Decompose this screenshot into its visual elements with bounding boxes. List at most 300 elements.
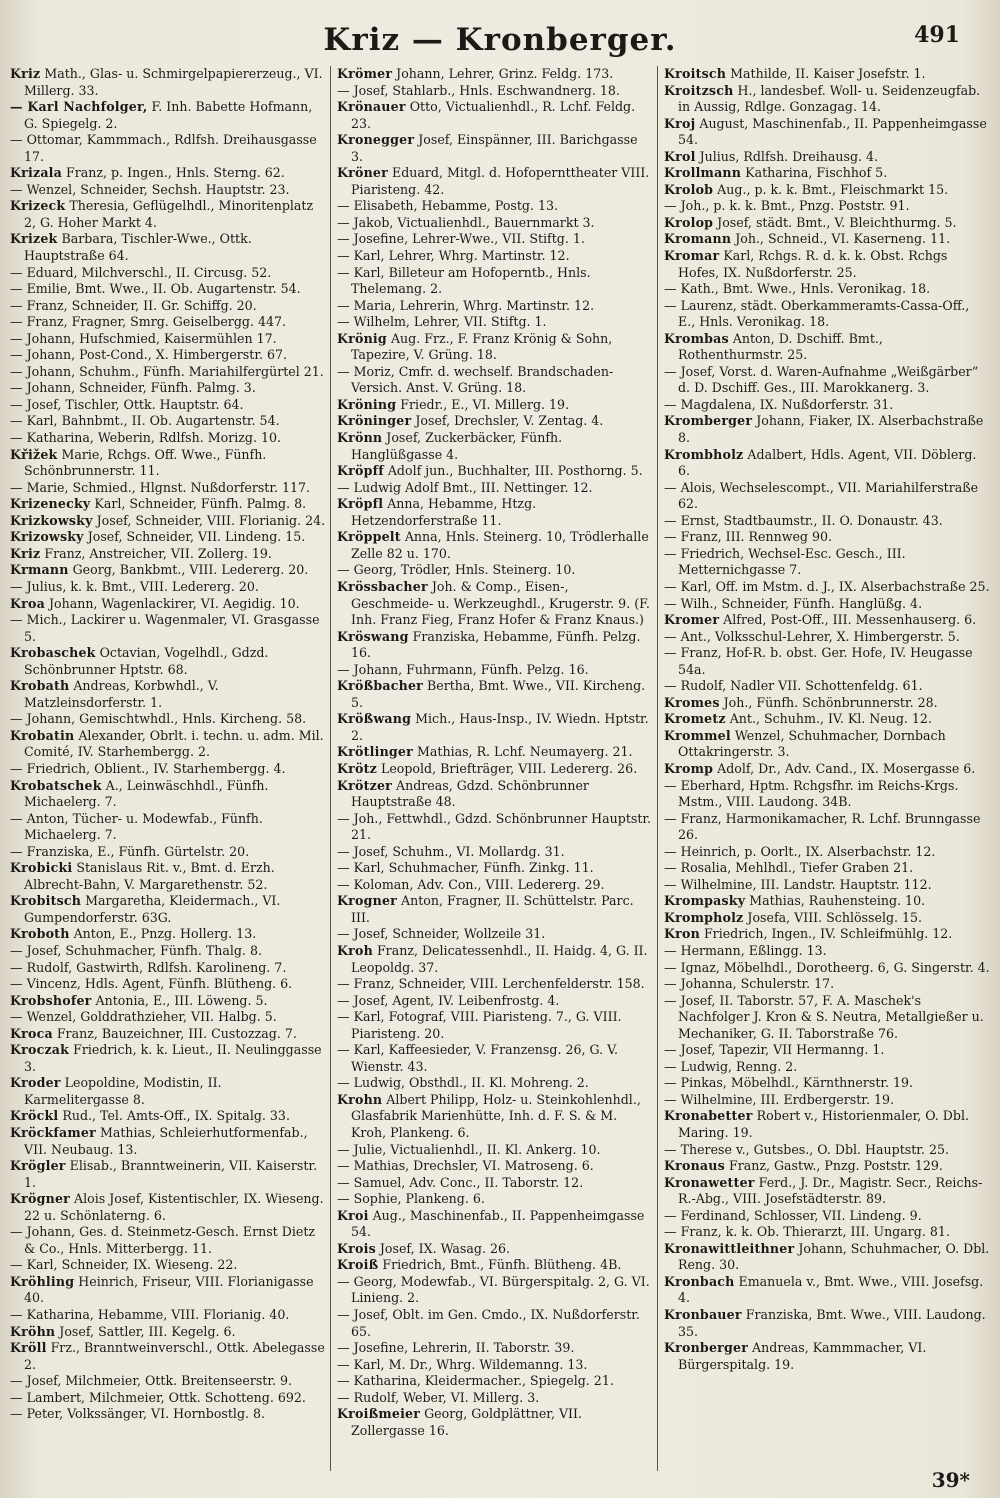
entry-details: — Wilhelmine, III. Erdbergerstr. 19. — [664, 1091, 894, 1107]
entry-surname: Krompasky — [664, 893, 746, 909]
directory-entry — [337, 165, 653, 198]
entry-details: Rud., Tel. Amts-Off., IX. Spitalg. 33. — [58, 1108, 290, 1124]
directory-entry — [664, 546, 990, 579]
directory-entry — [337, 1257, 653, 1274]
directory-entry — [10, 811, 326, 844]
directory-entry — [10, 529, 326, 546]
entry-details: — Julius, k. k. Bmt., VIII. Ledererg. 20. — [10, 578, 259, 594]
directory-entry — [10, 960, 326, 977]
directory-entry — [10, 66, 326, 99]
entry-surname: Kriz — [10, 66, 41, 81]
directory-entry — [664, 778, 990, 811]
directory-entry — [664, 66, 990, 83]
directory-entry — [664, 165, 990, 182]
entry-surname: Kronabetter — [664, 1108, 753, 1124]
entry-surname: Krombas — [664, 330, 729, 346]
entry-details: Antonia, E., III. Löweng. 5. — [91, 992, 268, 1008]
entry-surname: Kroi — [337, 1207, 369, 1223]
directory-entry — [337, 331, 653, 364]
entry-details: Adolf, Dr., Adv. Cand., IX. Mosergasse 6. — [713, 760, 976, 776]
directory-entry — [10, 1390, 326, 1407]
directory-entry — [664, 860, 990, 877]
directory-entry — [337, 198, 653, 215]
directory-entry — [337, 413, 653, 430]
directory-entry — [10, 1125, 326, 1158]
directory-entry — [664, 1042, 990, 1059]
directory-entry — [337, 1191, 653, 1208]
entry-details: — Ludwig Adolf Bmt., III. Nettinger. 12. — [337, 479, 593, 495]
entry-details: Franz, Gastw., Pnzg. Poststr. 129. — [724, 1158, 943, 1174]
entry-surname: Krönig — [337, 330, 387, 346]
entry-details: — Eberhard, Hptm. Rchgsfhr. im Reichs-Krgs. Mstm., VIII. Laudong. 34B. — [664, 777, 959, 810]
directory-entry — [337, 1406, 653, 1439]
entry-surname: Kroder — [10, 1075, 61, 1091]
entry-details: Wenzel, Schuhmacher, Dornbach Ottakringerstr. 3. — [678, 727, 946, 760]
entry-details: — Marie, Schmied., Hlgnst. Nußdorferstr. 117. — [10, 479, 311, 495]
directory-entry — [10, 1191, 326, 1224]
directory-entry — [10, 397, 326, 414]
entry-details: — Jakob, Victualienhdl., Bauernmarkt 3. — [337, 214, 595, 230]
entry-details: — Rosalia, Mehlhdl., Tiefer Graben 21. — [664, 860, 914, 876]
entry-details: August, Maschinenfab., II. Pappenheimgasse 54. — [678, 115, 987, 148]
entry-details: — Karl, Lehrer, Whrg. Martinstr. 12. — [337, 248, 570, 264]
directory-entry — [10, 496, 326, 513]
entry-details: Johann, Fiaker, IX. Alserbachstraße 8. — [678, 413, 984, 446]
directory-entry — [664, 364, 990, 397]
entry-details: Albert Philipp, Holz- u. Steinkohlenhdl., Glasfabrik Marienhütte, Inh. d. F. S. & M. Kroh, Plankeng. 6. — [351, 1091, 641, 1140]
directory-entry — [337, 215, 653, 232]
directory-entry — [10, 1257, 326, 1274]
directory-entry — [10, 364, 326, 381]
entry-details: Franz, p. Ingen., Hnls. Sterng. 62. — [62, 165, 285, 181]
entry-surname: Kronberger — [664, 1340, 749, 1356]
entry-details: Stanislaus Rit. v., Bmt. d. Erzh. Albrecht-Bahn, V. Margarethenstr. 52. — [24, 860, 275, 892]
directory-entry — [664, 877, 990, 894]
column-2 — [331, 66, 658, 1471]
entry-details: Franz, Bauzeichner, III. Custozzag. 7. — [52, 1025, 297, 1041]
entry-details: F. Inh. Babette Hofmann, G. Spiegelg. 2. — [24, 99, 313, 131]
entry-surname: Kröhn — [10, 1323, 56, 1339]
entry-surname: Kromes — [664, 694, 720, 710]
directory-entry — [664, 695, 990, 712]
entry-details: Johann, Lehrer, Grinz. Feldg. 173. — [392, 66, 614, 81]
directory-entry — [664, 1307, 990, 1340]
entry-details: — Mathias, Drechsler, VI. Matroseng. 6. — [337, 1158, 594, 1174]
entry-details: Anton, Fragner, II. Schüttelstr. Parc. III. — [351, 893, 634, 925]
directory-entry — [664, 198, 990, 215]
entry-details: Johann, Schuhmacher, O. Dbl. Reng. 30. — [678, 1240, 990, 1273]
directory-entry — [10, 678, 326, 711]
entry-details: — Anton, Tücher- u. Modewfab., Fünfh. Michaelerg. 7. — [10, 810, 263, 843]
entry-details: — Ferdinand, Schlosser, VII. Lindeng. 9. — [664, 1207, 922, 1223]
entry-details: Georg, Goldplättner, VII. Zollergasse 16. — [351, 1406, 583, 1438]
entry-surname: Krizeck — [10, 198, 66, 214]
entry-surname: Krögner — [10, 1191, 70, 1207]
entry-details: — Karl, M. Dr., Whrg. Wildemanng. 13. — [337, 1356, 588, 1372]
entry-details: Friedrich, k. k. Lieut., II. Neulinggasse 3. — [24, 1042, 322, 1074]
entry-details: — Eduard, Milchverschl., II. Circusg. 52. — [10, 264, 272, 280]
entry-details: — Rudolf, Gastwirth, Rdlfsh. Karolineng. 7. — [10, 959, 287, 975]
entry-details: — Heinrich, p. Oorlt., IX. Alserbachstr. 12. — [664, 843, 936, 859]
directory-entry — [337, 298, 653, 315]
entry-details: Ant., Schuhm., IV. Kl. Neug. 12. — [725, 711, 932, 727]
entry-surname: Kronbauer — [664, 1307, 742, 1323]
column-3 — [658, 66, 994, 1471]
directory-entry — [337, 231, 653, 248]
directory-entry — [10, 860, 326, 893]
entry-details: A., Leinwäschhdl., Fünfh. Michaelerg. 7. — [24, 777, 269, 810]
directory-entry — [664, 1340, 990, 1373]
entry-details: — Mich., Lackirer u. Wagenmaler, VI. Grasgasse 5. — [10, 612, 320, 644]
entry-details: — Johanna, Schulerstr. 17. — [664, 976, 835, 992]
entry-details: Elisab., Branntweinerin, VII. Kaiserstr. 1. — [24, 1158, 318, 1190]
entry-surname: Krobaschek — [10, 645, 96, 661]
entry-surname: Krogner — [337, 893, 397, 909]
directory-entry — [337, 364, 653, 397]
directory-entry — [10, 1406, 326, 1423]
entry-details: — Franz, Schneider, II. Gr. Schiffg. 20. — [10, 297, 257, 313]
directory-entry — [664, 711, 990, 728]
directory-entry — [10, 1026, 326, 1043]
entry-details: — Ludwig, Renng. 2. — [664, 1058, 798, 1074]
directory-entry — [10, 347, 326, 364]
directory-entry — [337, 976, 653, 993]
entry-details: — Alois, Wechselescompt., VII. Mariahilferstraße 62. — [664, 479, 979, 512]
entry-surname: Krötz — [337, 760, 377, 776]
entry-surname: Krobicki — [10, 860, 73, 876]
directory-entry — [10, 993, 326, 1010]
entry-details: — Katharina, Weberin, Rdlfsh. Morizg. 10. — [10, 430, 281, 446]
entry-details: Alexander, Obrlt. i. techn. u. adm. Mil. Comité, IV. Starhembergg. 2. — [24, 727, 324, 760]
entry-details: Octavian, Vogelhdl., Gdzd. Schönbrunner Hptstr. 68. — [24, 645, 269, 677]
entry-surname: Kröninger — [337, 413, 412, 429]
entry-details: — Josef, Schuhm., VI. Mollardg. 31. — [337, 843, 565, 859]
entry-details: — Johann, Fuhrmann, Fünfh. Pelzg. 16. — [337, 661, 589, 677]
directory-entry — [664, 761, 990, 778]
entry-surname: Krönauer — [337, 99, 406, 115]
entry-surname: Kriz — [10, 545, 41, 561]
directory-entry — [337, 1241, 653, 1258]
entry-details: Otto, Victualienhdl., R. Lchf. Feldg. 23. — [351, 99, 636, 131]
entry-details: — Wenzel, Golddrathzieher, VII. Halbg. 5. — [10, 1009, 277, 1025]
entry-details: — Franz, k. k. Ob. Thierarzt, III. Ungarg. 81. — [664, 1224, 950, 1240]
directory-entry — [664, 1274, 990, 1307]
directory-entry — [664, 116, 990, 149]
entry-surname: Kröckfamer — [10, 1125, 96, 1140]
directory-entry — [337, 1340, 653, 1357]
entry-details: — Sophie, Plankeng. 6. — [337, 1191, 485, 1207]
entry-details: — Georg, Trödler, Hnls. Steinerg. 10. — [337, 562, 576, 578]
directory-entry — [664, 1224, 990, 1241]
directory-entry — [337, 877, 653, 894]
entry-surname: Krolob — [664, 181, 714, 197]
entry-details: Andreas, Kammmacher, VI. Bürgerspitalg. 19. — [678, 1340, 927, 1372]
directory-entry — [10, 430, 326, 447]
directory-entry — [10, 844, 326, 861]
directory-entry — [337, 662, 653, 679]
directory-entry — [337, 1158, 653, 1175]
directory-entry — [337, 811, 653, 844]
directory-entry — [664, 1208, 990, 1225]
entry-details: — Josef, Vorst. d. Waren-Aufnahme „Weißgärber“ d. D. Dschiff. Ges., III. Marokkanerg. 3. — [664, 363, 979, 396]
entry-details: — Johann, Ges. d. Steinmetz-Gesch. Ernst Dietz & Co., Hnls. Mitterbergg. 11. — [10, 1224, 316, 1256]
entry-surname: Kröner — [337, 165, 388, 181]
directory-entry — [10, 281, 326, 298]
entry-details: Aug., Maschinenfab., II. Pappenheimgasse 54. — [351, 1207, 645, 1240]
directory-entry — [664, 248, 990, 281]
directory-entry — [337, 926, 653, 943]
entry-surname: Krötlinger — [337, 744, 413, 760]
entry-surname: Kroa — [10, 595, 45, 611]
entry-surname: Kroboth — [10, 926, 70, 942]
directory-entry — [664, 728, 990, 761]
entry-surname: Krmann — [10, 562, 69, 578]
entry-details: Margaretha, Kleidermach., VI. Gumpendorferstr. 63G. — [24, 893, 281, 925]
entry-surname: Kroitsch — [664, 66, 727, 81]
entry-details: Mathilde, II. Kaiser Josefstr. 1. — [726, 66, 926, 81]
directory-entry — [337, 579, 653, 629]
directory-entry — [337, 893, 653, 926]
directory-entry — [10, 298, 326, 315]
directory-entry — [337, 430, 653, 463]
entry-details: — Katharina, Hebamme, VIII. Florianig. 40. — [10, 1307, 290, 1323]
entry-details: Friedr., E., VI. Millerg. 19. — [396, 396, 570, 412]
entry-surname: Kromberger — [664, 413, 753, 429]
directory-entry — [10, 380, 326, 397]
entry-details: — Friedrich, Wechsel-Esc. Gesch., III. Metternichgasse 7. — [664, 545, 906, 578]
directory-entry — [664, 579, 990, 596]
entry-surname: Krombholz — [664, 446, 744, 462]
directory-entry — [337, 1357, 653, 1374]
entry-surname: — Karl Nachfolger, — [10, 99, 148, 115]
directory-entry — [664, 149, 990, 166]
entry-surname: Krohn — [337, 1091, 383, 1107]
directory-entry — [337, 943, 653, 976]
entry-details: Alfred, Post-Off., III. Messenhauserg. 6. — [719, 612, 977, 628]
directory-entry — [10, 546, 326, 563]
directory-entry — [337, 1042, 653, 1075]
entry-details: Josef, Zuckerbäcker, Fünfh. Hanglüßgasse 4. — [351, 430, 563, 462]
entry-surname: Kromp — [664, 760, 714, 776]
entry-details: Joh., Schneid., VI. Kaserneng. 11. — [731, 231, 951, 247]
entry-surname: Krömer — [337, 66, 393, 81]
entry-details: — Franz, Fragner, Smrg. Geiselbergg. 447. — [10, 314, 286, 330]
directory-entry — [10, 728, 326, 761]
directory-entry — [337, 1009, 653, 1042]
directory-entry — [664, 926, 990, 943]
entry-details: — Johann, Hufschmied, Kaisermühlen 17. — [10, 330, 277, 346]
entry-details: — Johann, Post-Cond., X. Himbergerstr. 67. — [10, 347, 287, 363]
entry-surname: Krögler — [10, 1158, 66, 1174]
entry-details: Mathias, Rauhensteing. 10. — [745, 893, 926, 909]
entry-details: Robert v., Historienmaler, O. Dbl. Maring. 19. — [678, 1108, 969, 1140]
directory-entry — [664, 513, 990, 530]
entry-details: — Josef, Tapezir, VII Hermanng. 1. — [664, 1042, 885, 1058]
entry-details: — Maria, Lehrerin, Whrg. Martinstr. 12. — [337, 297, 595, 313]
entry-surname: Krolop — [664, 214, 714, 230]
entry-details: — Josefine, Lehrerin, II. Taborstr. 39. — [337, 1340, 575, 1356]
entry-details: — Josef, Milchmeier, Ottk. Breitenseerstr. 9. — [10, 1373, 293, 1389]
entry-details: Alois Josef, Kistentischler, IX. Wieseng. 22 u. Schönlaterng. 6. — [24, 1191, 324, 1223]
entry-details: Anton, D. Dschiff. Bmt., Rothenthurmstr. 25. — [678, 330, 883, 363]
directory-entry — [337, 1274, 653, 1307]
directory-entry — [10, 1373, 326, 1390]
entry-details: Bertha, Bmt. Wwe., VII. Kircheng. 5. — [351, 678, 646, 710]
entry-surname: Kröswang — [337, 628, 409, 644]
directory-entry — [664, 413, 990, 446]
entry-surname: Kromann — [664, 231, 732, 247]
entry-surname: Kröpfl — [337, 496, 384, 512]
directory-entry — [10, 1274, 326, 1307]
entry-details: — Franziska, E., Fünfh. Gürtelstr. 20. — [10, 843, 250, 859]
directory-entry — [664, 943, 990, 960]
directory-entry — [337, 397, 653, 414]
directory-entry — [10, 165, 326, 182]
entry-surname: Kröhling — [10, 1273, 75, 1289]
directory-entry — [10, 976, 326, 993]
directory-entry — [337, 1208, 653, 1241]
entry-surname: Kröll — [10, 1340, 47, 1356]
entry-details: — Josef, Tischler, Ottk. Hauptstr. 64. — [10, 396, 244, 412]
directory-entry — [10, 761, 326, 778]
entry-surname: Kronawetter — [664, 1174, 755, 1190]
directory-entry — [10, 579, 326, 596]
entry-details: — Ludwig, Obsthdl., II. Kl. Mohreng. 2. — [337, 1075, 589, 1091]
directory-entry — [10, 1307, 326, 1324]
directory-entry — [337, 1307, 653, 1340]
directory-entry — [664, 480, 990, 513]
entry-details: — Joh., Fettwhdl., Gdzd. Schönbrunner Hauptstr. 21. — [337, 810, 652, 843]
entry-surname: Krößbacher — [337, 678, 423, 694]
directory-entry — [337, 993, 653, 1010]
entry-details: — Lambert, Milchmeier, Ottk. Schotteng. 692. — [10, 1389, 306, 1405]
directory-entry — [10, 132, 326, 165]
entry-details: Georg, Bankbmt., VIII. Ledererg. 20. — [68, 562, 309, 578]
entry-details: Marie, Rchgs. Off. Wwe., Fünfh. Schönbrunnerstr. 11. — [24, 446, 267, 479]
directory-entry — [337, 1390, 653, 1407]
entry-details: — Hermann, Eßlingg. 13. — [664, 942, 827, 958]
directory-entry — [337, 132, 653, 165]
entry-surname: Kroißmeier — [337, 1406, 421, 1422]
entry-details: Friedrich, Bmt., Fünfh. Blütheng. 4B. — [378, 1257, 622, 1273]
entry-details: — Peter, Volkssänger, VI. Hornbostlg. 8. — [10, 1406, 266, 1422]
directory-entry — [664, 331, 990, 364]
entry-details: — Rudolf, Nadler VII. Schottenfeldg. 61. — [664, 678, 923, 694]
entry-surname: Kronegger — [337, 132, 415, 148]
directory-entry — [10, 1340, 326, 1373]
directory-entry — [10, 645, 326, 678]
entry-details: Franz, Anstreicher, VII. Zollerg. 19. — [40, 545, 272, 561]
entry-details: — Wenzel, Schneider, Sechsh. Hauptstr. 23. — [10, 181, 290, 197]
entry-surname: Kroczak — [10, 1042, 70, 1058]
entry-details: — Franz, Schneider, VIII. Lerchenfelderstr. 158. — [337, 976, 645, 992]
directory-entry — [10, 1009, 326, 1026]
entry-details: Joh. & Comp., Eisen-, Geschmeide- u. Werkzeughdl., Krugerstr. 9. (F. Inh. Franz Fieg, Franz Hofer & Franz Knaus.) — [351, 578, 650, 628]
entry-details: — Georg, Modewfab., VI. Bürgerspitalg. 2, G. VI. Linieng. 2. — [337, 1273, 650, 1306]
entry-details: — Friedrich, Oblient., IV. Starhembergg. 4. — [10, 760, 286, 776]
directory-entry — [10, 1158, 326, 1191]
directory-entry — [10, 596, 326, 613]
directory-entry — [10, 513, 326, 530]
directory-entry — [337, 1142, 653, 1159]
entry-surname: Krizkowsky — [10, 512, 93, 528]
entry-details: Franziska, Hebamme, Fünfh. Pelzg. 16. — [351, 628, 641, 661]
entry-details: Andreas, Korbwhdl., V. Matzleinsdorferstr. 1. — [24, 678, 219, 710]
entry-details: Johann, Wagenlackirer, VI. Aegidig. 10. — [44, 595, 300, 611]
entry-surname: Krizala — [10, 165, 63, 181]
directory-entry — [664, 1241, 990, 1274]
entry-details: Karl, Schneider, Fünfh. Palmg. 8. — [90, 496, 307, 512]
entry-surname: Krometz — [664, 711, 726, 727]
entry-details: Theresia, Geflügelhdl., Minoritenplatz 2, G. Hoher Markt 4. — [24, 198, 314, 230]
directory-entry — [337, 480, 653, 497]
entry-details: Barbara, Tischler-Wwe., Ottk. Hauptstraße 64. — [24, 231, 252, 264]
entry-details: Josefa, VIII. Schlösselg. 15. — [743, 909, 923, 925]
entry-details: Joh., Fünfh. Schönbrunnerstr. 28. — [719, 694, 938, 710]
entry-details: — Johann, Schuhm., Fünfh. Mariahilfergürtel 21. — [10, 363, 324, 379]
entry-details: Mich., Haus-Insp., IV. Wiedn. Hptstr. 2. — [351, 711, 649, 743]
entry-details: Josef, IX. Wasag. 26. — [375, 1240, 510, 1256]
directory-entry — [664, 215, 990, 232]
directory-entry — [337, 314, 653, 331]
directory-entry — [10, 778, 326, 811]
entry-details: — Kath., Bmt. Wwe., Hnls. Veronikag. 18. — [664, 281, 931, 297]
entry-details: — Julie, Victualienhdl., II. Kl. Ankerg. 10. — [337, 1141, 601, 1157]
entry-surname: Krizek — [10, 231, 58, 247]
directory-entry — [664, 83, 990, 116]
directory-entry — [337, 629, 653, 662]
entry-details: Josef, Schneider, VII. Lindeng. 15. — [83, 529, 306, 545]
entry-details: — Samuel, Adv. Conc., II. Taborstr. 12. — [337, 1174, 584, 1190]
directory-entry — [664, 298, 990, 331]
entry-details: Andreas, Gdzd. Schönbrunner Hauptstraße 48. — [351, 777, 589, 810]
directory-entry — [664, 993, 990, 1043]
directory-entry — [337, 1075, 653, 1092]
directory-entry — [337, 860, 653, 877]
entry-surname: Krobshofer — [10, 992, 92, 1008]
entry-surname: Krompholz — [664, 909, 744, 925]
entry-details: Friedrich, Ingen., IV. Schleifmühlg. 12. — [699, 926, 953, 942]
directory-entry — [337, 711, 653, 744]
directory-entry — [10, 314, 326, 331]
entry-details: Eduard, Mitgl. d. Hofopernttheater VIII. Piaristeng. 42. — [351, 165, 650, 197]
entry-surname: Kröppelt — [337, 529, 401, 545]
entry-surname: Krobath — [10, 678, 70, 694]
entry-surname: Kroh — [337, 942, 373, 958]
page-number: 491 — [914, 22, 960, 48]
directory-entry — [337, 778, 653, 811]
directory-entry — [337, 463, 653, 480]
entry-details: — Moriz, Cmfr. d. wechself. Brandschaden-Versich. Anst. V. Grüng. 18. — [337, 363, 614, 396]
directory-entry — [664, 1158, 990, 1175]
directory-entry — [664, 1142, 990, 1159]
entry-surname: Kröpff — [337, 463, 384, 479]
entry-details: — Karl, Billeteur am Hofoperntb., Hnls. Thelemang. 2. — [337, 264, 591, 297]
directory-entry — [664, 231, 990, 248]
entry-details: Adolf jun., Buchhalter, III. Posthorng. 5. — [383, 463, 643, 479]
entry-details: Aug. Frz., F. Franz Krönig & Sohn, Tapezire, V. Grüng. 18. — [351, 330, 613, 363]
entry-details: — Josef, II. Taborstr. 57, F. A. Maschek's Nachfolger J. Kron & S. Neutra, Metallgießer u. Mechaniker, G. II. Taborstraße 76. — [664, 992, 984, 1041]
directory-entry — [10, 182, 326, 199]
directory-entry — [337, 99, 653, 132]
entry-surname: Kronaus — [664, 1158, 725, 1174]
directory-entry — [10, 943, 326, 960]
directory-entry — [664, 281, 990, 298]
entry-details: Josef, städt. Bmt., V. Bleichthurmg. 5. — [713, 214, 957, 230]
entry-surname: Krois — [337, 1240, 376, 1256]
entry-surname: Krönn — [337, 430, 383, 446]
entry-details: — Wilhelm, Lehrer, VII. Stiftg. 1. — [337, 314, 547, 330]
